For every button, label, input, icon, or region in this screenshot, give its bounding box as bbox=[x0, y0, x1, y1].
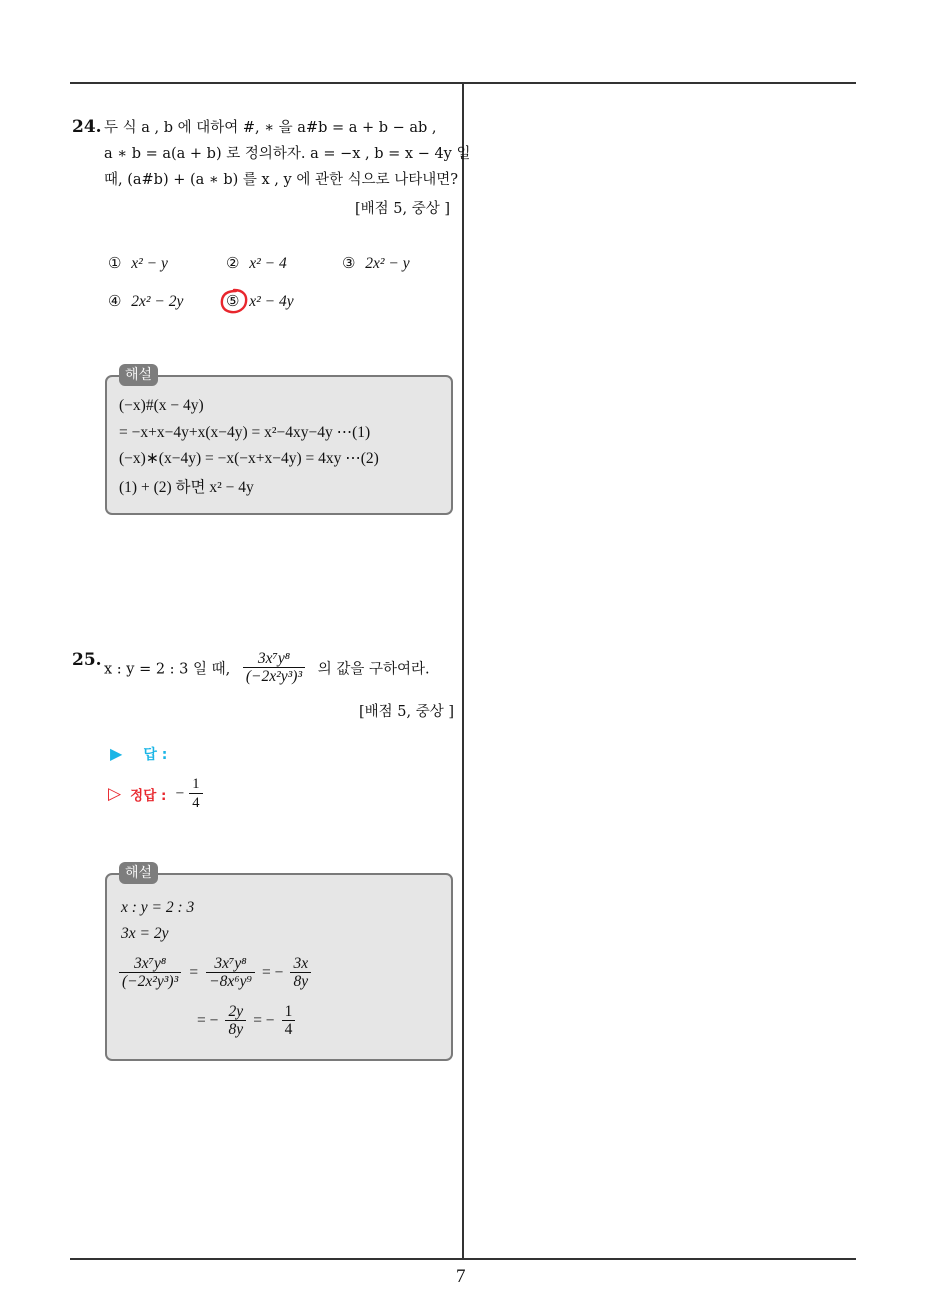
q25-sol-frac1-num: 3x⁷y⁸ bbox=[119, 955, 181, 973]
correct-label: 정답 : bbox=[130, 788, 167, 804]
question-25-suffix: 의 값을 구하여라. bbox=[317, 661, 430, 678]
q25-sol-eq3: = − bbox=[197, 1012, 219, 1029]
q25-sol-frac2 bbox=[206, 955, 255, 991]
correct-num: 1 bbox=[189, 776, 202, 794]
correct-fraction bbox=[189, 776, 202, 812]
q24-solution-box bbox=[105, 375, 453, 515]
question-24-line1: 두 식 a , b 에 대하여 #, ∗ 을 a#b = a + b − ab , bbox=[104, 120, 437, 136]
answer-marker-icon: ▶ bbox=[110, 744, 123, 763]
choice-3-marker: ③ bbox=[342, 256, 356, 272]
answer-row bbox=[110, 744, 167, 764]
correct-marker-icon: ▷ bbox=[108, 784, 122, 804]
choice-2-expr: x² − 4 bbox=[249, 255, 287, 272]
q25-sol-frac5 bbox=[282, 1003, 296, 1039]
q25-sol-frac3-den: 8y bbox=[293, 973, 309, 990]
choice-4-marker: ④ bbox=[108, 294, 122, 310]
choice-1[interactable] bbox=[108, 254, 168, 273]
choice-2[interactable] bbox=[226, 254, 287, 273]
correct-answer-row bbox=[108, 776, 203, 812]
q25-sol-frac1-den: (−2x²y³)³ bbox=[122, 973, 179, 990]
q25-solution-box bbox=[105, 873, 453, 1061]
column-divider bbox=[462, 83, 464, 1259]
question-25-frac-num: 3x⁷y⁸ bbox=[243, 650, 305, 668]
q24-solution-line2: = −x+x−4y+x(x−4y) = x²−4xy−4y ⋯(1) bbox=[119, 424, 371, 441]
choice-5-expr: x² − 4y bbox=[249, 293, 294, 310]
page-number: 7 bbox=[456, 1266, 466, 1287]
q25-solution-line1: x : y = 2 : 3 bbox=[121, 899, 195, 916]
q25-sol-frac2-num: 3x⁷y⁸ bbox=[206, 955, 255, 973]
question-25-fraction bbox=[243, 650, 305, 686]
q25-sol-frac3 bbox=[290, 955, 311, 991]
choice-1-marker: ① bbox=[108, 256, 122, 272]
choice-3-expr: 2x² − y bbox=[365, 255, 410, 272]
choice-3[interactable] bbox=[342, 254, 410, 273]
correct-sign: − bbox=[175, 785, 185, 802]
q25-solution-tag: 해설 bbox=[119, 862, 158, 884]
q25-sol-frac3-num: 3x bbox=[290, 955, 311, 973]
answer-label: 답 : bbox=[143, 747, 168, 763]
q25-sol-eq1: = bbox=[189, 964, 199, 981]
bottom-rule bbox=[70, 1258, 856, 1260]
question-25-stem bbox=[104, 650, 430, 686]
q25-solution-line2: 3x = 2y bbox=[121, 925, 169, 942]
question-24-line3: 때, (a#b) + (a ∗ b) 를 x , y 에 관한 식으로 나타내면? bbox=[104, 172, 458, 188]
q24-solution-line3: (−x)∗(x−4y) = −x(−x+x−4y) = 4xy ⋯(2) bbox=[119, 450, 379, 467]
q25-sol-frac1 bbox=[119, 955, 181, 991]
q24-solution-line4: (1) + (2) 하면 x² − 4y bbox=[119, 479, 254, 496]
q24-solution-tag: 해설 bbox=[119, 364, 158, 386]
choice-5-marker: ⑤ bbox=[226, 294, 240, 310]
q25-sol-frac4-num: 2y bbox=[225, 1003, 246, 1021]
q25-sol-frac5-den: 4 bbox=[284, 1021, 293, 1038]
q25-sol-frac4 bbox=[225, 1003, 246, 1039]
question-24-number: 24. bbox=[72, 117, 102, 137]
q25-solution-line4 bbox=[197, 1003, 295, 1039]
choice-4-expr: 2x² − 2y bbox=[131, 293, 184, 310]
q25-solution-line3 bbox=[119, 955, 311, 991]
question-25-number: 25. bbox=[72, 650, 102, 670]
question-24-score: [배점 5, 중상 ] bbox=[354, 201, 450, 217]
q24-solution-line1: (−x)#(x − 4y) bbox=[119, 397, 204, 414]
q25-sol-frac5-num: 1 bbox=[282, 1003, 296, 1021]
correct-den: 4 bbox=[192, 795, 200, 811]
question-24-line2: a ∗ b = a(a + b) 로 정의하자. a = −x , b = x − 4y 일 bbox=[104, 146, 471, 162]
q25-sol-frac2-den: −8x⁶y⁹ bbox=[209, 973, 252, 990]
choice-4[interactable] bbox=[108, 292, 183, 311]
question-25-score: [배점 5, 중상 ] bbox=[358, 704, 454, 720]
question-25-frac-den: (−2x²y³)³ bbox=[245, 668, 303, 685]
correct-answer-circle-icon bbox=[218, 287, 250, 315]
q25-sol-eq4: = − bbox=[253, 1012, 275, 1029]
question-25-prefix: x : y = 2 : 3 일 때, bbox=[104, 661, 231, 678]
q25-sol-eq2: = − bbox=[262, 964, 284, 981]
choice-2-marker: ② bbox=[226, 256, 240, 272]
q25-sol-frac4-den: 8y bbox=[228, 1021, 244, 1038]
choice-1-expr: x² − y bbox=[131, 255, 168, 272]
